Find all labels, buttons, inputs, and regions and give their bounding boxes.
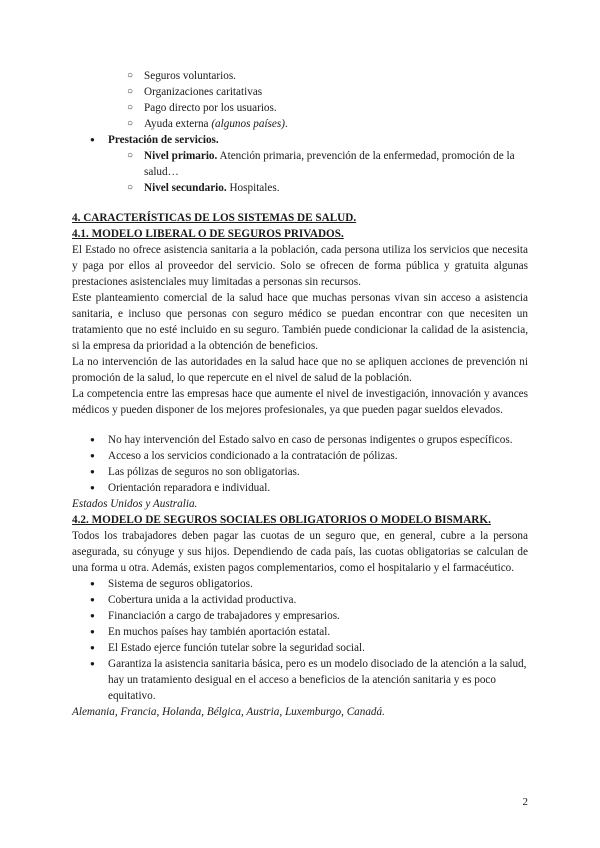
paragraph: Todos los trabajadores deben pagar las cuotas de un seguro que, en general, cubre a la persona asegurada, su cónyuge y sus hijos. Dependiendo de cada país, las cuotas obligatorias se calculan de una forma u otra. Además, existen pagos complementarios, como el hospitalario y el farmacéutico.: [72, 530, 528, 574]
list-item: ● No hay intervención del Estado salvo en caso de personas indigentes o grupos específicos.: [72, 432, 528, 448]
list-item: ○ Organizaciones caritativas: [72, 84, 528, 100]
list-item: ○ Ayuda externa (algunos países).: [72, 116, 528, 132]
prestacion-label: Prestación de servicios.: [108, 134, 219, 146]
paragraph: El Estado no ofrece asistencia sanitaria a la población, cada persona utiliza los servicios que necesita y paga por ellos al proveedor del servicio. Solo se ofrecen de forma pública y gratuita algunas prestaciones asistenciales muy limitadas a personas sin recursos.: [72, 244, 528, 288]
paragraph: La no intervención de las autoridades en la salud hace que no se apliquen acciones de prevención ni promoción de la salud, lo que repercute en el nivel de salud de la población.: [72, 356, 528, 384]
list-item: ○ Nivel secundario. Hospitales.: [72, 180, 528, 196]
page-number: 2: [522, 796, 528, 808]
list-item: ● En muchos países hay también aportación estatal.: [72, 624, 528, 640]
subsection-heading: 4.1. MODELO LIBERAL O DE SEGUROS PRIVADOS.: [72, 228, 344, 240]
countries-note: Alemania, Francia, Holanda, Bélgica, Austria, Luxemburgo, Canadá.: [72, 706, 385, 718]
paragraph: Este planteamiento comercial de la salud hace que muchas personas vivan sin acceso a asistencia sanitaria, e incluso que personas con seguro médico se puedan encontrar con que necesiten un tratamiento que no esté incluido en su seguro. También puede condicionar la calidad de la asistencia, si la empresa da prioridad a la obtención de beneficios.: [72, 292, 528, 352]
list-item: ● Sistema de seguros obligatorios.: [72, 576, 528, 592]
list-item: ● Garantiza la asistencia sanitaria básica, pero es un modelo disociado de la atención a la salud, hay un tratamiento desigual en el acceso a beneficios de la atención sanitaria y es poco equitativo.: [72, 656, 528, 704]
paragraph: La competencia entre las empresas hace que aumente el nivel de investigación, innovación y avances médicos y pueden disponer de los mejores profesionales, ya que pueden pagar sueldos elevados.: [72, 388, 528, 416]
prestacion-list: [72, 132, 528, 148]
list-item: ● Financiación a cargo de trabajadores y empresarios.: [72, 608, 528, 624]
section-heading: 4. CARACTERÍSTICAS DE LOS SISTEMAS DE SALUD.: [72, 212, 357, 224]
list-item: ● Acceso a los servicios condicionado a la contratación de pólizas.: [72, 448, 528, 464]
levels-list: [72, 148, 528, 196]
list-item: ○ Pago directo por los usuarios.: [72, 100, 528, 116]
bismark-features-list: [72, 576, 528, 704]
list-item: ○ Seguros voluntarios.: [72, 68, 528, 84]
financing-sources-list: [72, 68, 528, 132]
countries-note: Estados Unidos y Australia.: [72, 498, 198, 510]
list-item: ○ Nivel primario. Atención primaria, prevención de la enfermedad, promoción de la salud…: [72, 148, 528, 180]
list-item: ● Las pólizas de seguros no son obligatorias.: [72, 464, 528, 480]
document-page: [72, 68, 528, 720]
list-item: ● Cobertura unida a la actividad productiva.: [72, 592, 528, 608]
list-item: ● Orientación reparadora e individual.: [72, 480, 528, 496]
liberal-features-list: [72, 432, 528, 496]
list-item: [72, 132, 528, 148]
subsection-heading: 4.2. MODELO DE SEGUROS SOCIALES OBLIGATORIOS O MODELO BISMARK.: [72, 514, 491, 526]
list-item: ● El Estado ejerce función tutelar sobre la seguridad social.: [72, 640, 528, 656]
